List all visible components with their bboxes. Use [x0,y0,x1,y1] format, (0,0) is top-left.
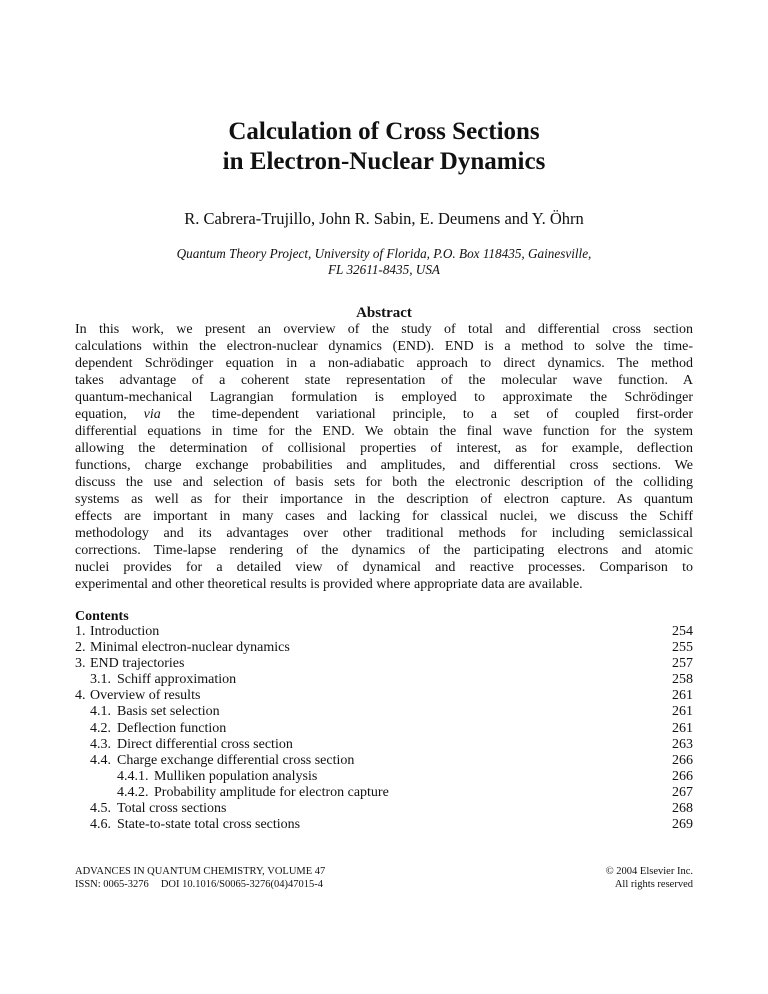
toc-entry-title: Overview of results [90,688,201,704]
toc-entry-number: 4.4.1. [117,768,149,784]
toc-entry-number: 2. [75,640,86,656]
toc-entry-page: 258 [672,672,693,688]
toc-entry-number: 4.5. [90,801,111,817]
toc-entry-title: Charge exchange differential cross section [117,752,355,768]
abstract-line: functions, charge exchange probabilities and amplitudes, and differential cross sections. We [75,458,693,473]
toc-entry[interactable] [75,721,693,737]
toc-entry-page: 255 [672,640,693,656]
toc-entry-page: 263 [672,736,693,752]
toc-entry-page: 261 [672,688,693,704]
toc-entry-number: 3.1. [90,672,111,688]
toc-entry-title: Minimal electron-nuclear dynamics [90,640,290,656]
toc-entry[interactable] [75,656,693,672]
abstract-line: discuss the use and selection of basis sets for both the electronic description of the colliding [75,475,693,490]
affiliation [0,246,768,278]
toc-entry-title: State-to-state total cross sections [117,817,301,833]
toc-entry-number: 4.1. [90,704,111,720]
toc-entry[interactable] [75,737,693,753]
toc-entry-page: 261 [672,720,693,736]
chapter-title [0,117,768,177]
toc-entry-title: Total cross sections [117,801,227,817]
chapter-title-line-1: Calculation of Cross Sections [228,118,540,145]
abstract-line: methodology and its advantages over other traditional methods for including semiclassical [75,526,693,541]
toc-entry-number: 4.2. [90,720,111,736]
toc-entry-number: 4.6. [90,817,111,833]
toc-entry-number: 1. [75,624,86,639]
toc-entry-number: 4.4.2. [117,784,149,800]
toc-entry-number: 4. [75,688,86,704]
affiliation-line-1: Quantum Theory Project, University of Florida, P.O. Box 118435, Gainesville, [176,246,592,261]
toc-entry[interactable] [75,801,693,817]
contents-heading: Contents [75,609,129,624]
toc-entry-page: 266 [672,752,693,768]
abstract-line: effects are important in many cases and lacking for classical nuclei, we discuss the Schiff [75,509,693,524]
abstract-line: takes advantage of a coherent state representation of the molecular wave function. A [75,373,693,388]
abstract-line: quantum-mechanical Lagrangian formulation is employed to approximate the Schrödinger [75,390,693,405]
toc-entry[interactable] [75,785,693,801]
abstract-body [75,321,693,593]
issn: ISSN: 0065-3276 [75,878,149,890]
abstract-line: allowing the determination of collisional properties of interest, as for example, deflection [75,441,693,456]
toc-entry-page: 261 [672,704,693,720]
abstract-line: In this work, we present an overview of the study of total and differential cross section [75,322,693,337]
toc-entry[interactable] [75,624,693,640]
toc-entry-page: 269 [672,817,693,833]
toc-entry-page: 257 [672,656,693,672]
journal-name: ADVANCES IN QUANTUM CHEMISTRY, VOLUME 47 [75,866,326,877]
chapter-title-line-2: in Electron-Nuclear Dynamics [222,148,546,175]
author-list: R. Cabrera-Trujillo, John R. Sabin, E. Deumens and Y. Öhrn [184,209,584,228]
copyright: © 2004 Elsevier Inc. [605,866,693,877]
toc-entry-title: Mulliken population analysis [154,768,318,784]
toc-entry-number: 4.3. [90,736,111,752]
rights-reserved: All rights reserved [614,878,693,890]
toc-entry-title: Direct differential cross section [117,736,293,752]
toc-entry-number: 3. [75,656,86,672]
toc-entry[interactable] [75,769,693,785]
toc-entry[interactable] [75,817,693,833]
abstract-heading: Abstract [356,305,412,321]
toc-entry-title: Introduction [90,624,160,639]
abstract-line: calculations within the electron-nuclear dynamics (END). END is a method to solve the time- [75,339,693,354]
toc-entry-page: 267 [672,784,693,800]
toc-entry[interactable] [75,640,693,656]
toc-entry-number: 4.4. [90,752,111,768]
abstract-line: equation, via the time-dependent variational principle, to a set of coupled first-order [75,407,693,422]
abstract-line: systems as well as for their importance in the description of electron capture. As quantum [75,492,693,507]
toc-entry[interactable] [75,753,693,769]
doi: DOI 10.1016/S0065-3276(04)47015-4 [160,878,323,890]
table-of-contents [75,624,693,833]
abstract-line: corrections. Time-lapse rendering of the dynamics of the participating electrons and atomic [75,543,693,558]
toc-entry-title: Probability amplitude for electron capture [154,784,389,800]
toc-entry[interactable] [75,672,693,688]
toc-entry[interactable] [75,704,693,720]
issn-doi-line [75,879,325,892]
toc-entry-title: Basis set selection [117,704,220,720]
abstract-line: differential equations in time for the END. We obtain the final wave function for the system [75,424,693,439]
toc-entry-page: 266 [672,768,693,784]
abstract-line: nuclei provides for a detailed view of dynamical and reactive processes. Comparison to [75,560,693,575]
toc-entry-page: 254 [672,624,693,639]
abstract-line: experimental and other theoretical results is provided where appropriate data are available. [75,577,583,592]
toc-entry-title: Deflection function [117,720,227,736]
journal-info [75,866,325,891]
affiliation-line-2: FL 32611-8435, USA [328,262,440,277]
toc-entry[interactable] [75,688,693,704]
toc-entry-title: Schiff approximation [117,672,237,688]
toc-entry-title: END trajectories [90,656,185,672]
copyright-notice [606,866,693,891]
toc-entry-page: 268 [672,801,693,817]
abstract-line: dependent Schrödinger equation in a non-adiabatic approach to direct dynamics. The method [75,356,693,371]
